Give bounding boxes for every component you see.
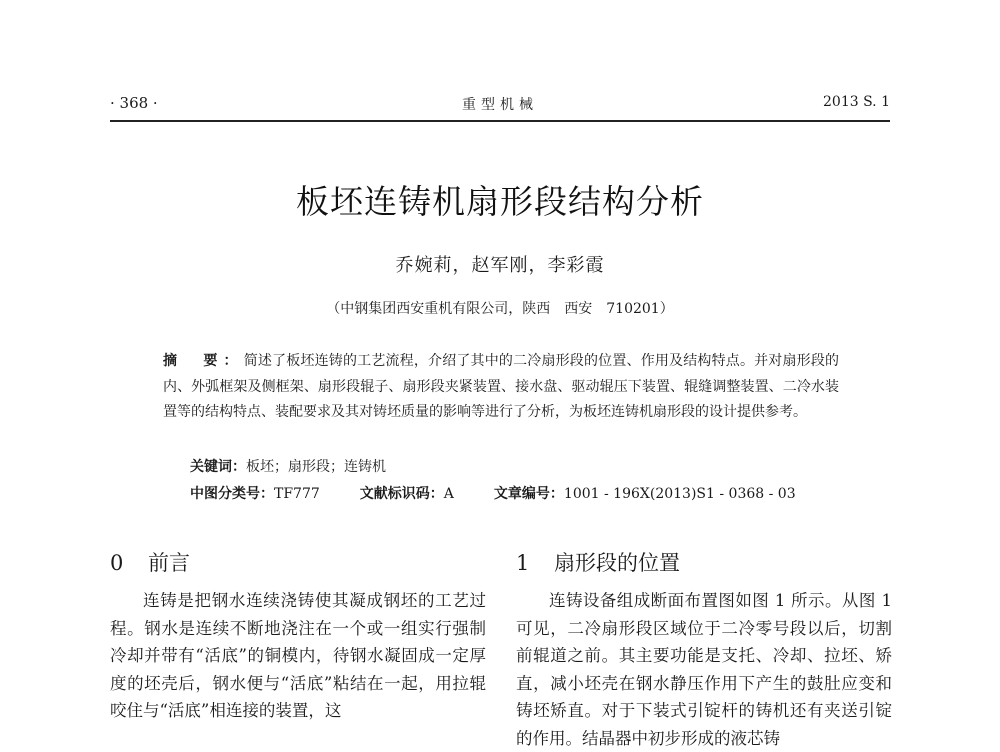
section-title: 前言	[148, 551, 190, 575]
section-heading-intro	[110, 547, 190, 577]
article-no-value: 1001 - 196X(2013)S1 - 0368 - 03	[563, 486, 796, 502]
keywords-label: 关键词：	[190, 459, 246, 475]
page-header	[110, 92, 890, 122]
section-number: 1	[516, 551, 530, 575]
keywords	[190, 456, 840, 478]
author-affiliation: （中钢集团西安重机有限公司，陕西 西安 710201）	[326, 301, 674, 317]
article-title: 板坯连铸机扇形段结构分析	[296, 182, 704, 221]
abstract-label: 摘 要：	[163, 353, 244, 369]
abstract-text: 简述了板坯连铸的工艺流程，介绍了其中的二冷扇形段的位置、作用及结构特点。并对扇形段的内、外弧框架及侧框架、扇形段辊子、扇形段夹紧装置、接水盘、驱动辊压下装置、辊缝调整装置、二冷水装置等的结构特点、装配要求及其对铸坯质量的影响等进行了分析，为板坯连铸机扇形段的设计提供参考。	[163, 353, 840, 420]
keywords-text: 板坯；扇形段；连铸机	[246, 459, 386, 475]
doc-code-label: 文献标识码：	[359, 486, 444, 502]
journal-name: 重型机械	[462, 97, 538, 113]
page-number: · 368 ·	[110, 94, 158, 112]
section-number: 0	[110, 551, 124, 575]
clc-value: TF777	[274, 486, 320, 502]
section-title: 扇形段的位置	[554, 551, 680, 575]
classification-line	[190, 483, 840, 505]
clc-label: 中图分类号：	[190, 486, 274, 502]
section-body-position: 连铸设备组成断面布置图如图 1 所示。从图 1 可见，二冷扇形段区域位于二冷零号段以后，切割前辊道之前。其主要功能是支托、冷却、拉坯、矫直，减小坯壳在钢水静压作用下产生的鼓肚应变和铸坯矫直。对于下装式引锭杆的铸机还有夹送引锭的作用。结晶器中初步形成的液芯铸	[516, 591, 892, 748]
article-no-label: 文章编号：	[493, 486, 564, 502]
section-body-intro: 连铸是把钢水连续浇铸使其凝成钢坯的工艺过程。钢水是连续不断地浇注在一个或一组实行强制冷却并带有“活底”的铜模内，待钢水凝固成一定厚度的坯壳后，钢水便与“活底”粘结在一起，用拉辊咬住与“活底”相连接的装置，这	[110, 591, 486, 720]
doc-code-value: A	[443, 486, 454, 502]
abstract	[163, 349, 839, 426]
article-authors: 乔婉莉，赵军刚，李彩霞	[395, 255, 605, 276]
issue-label: 2013 S. 1	[823, 94, 890, 110]
section-heading-position	[516, 547, 680, 577]
